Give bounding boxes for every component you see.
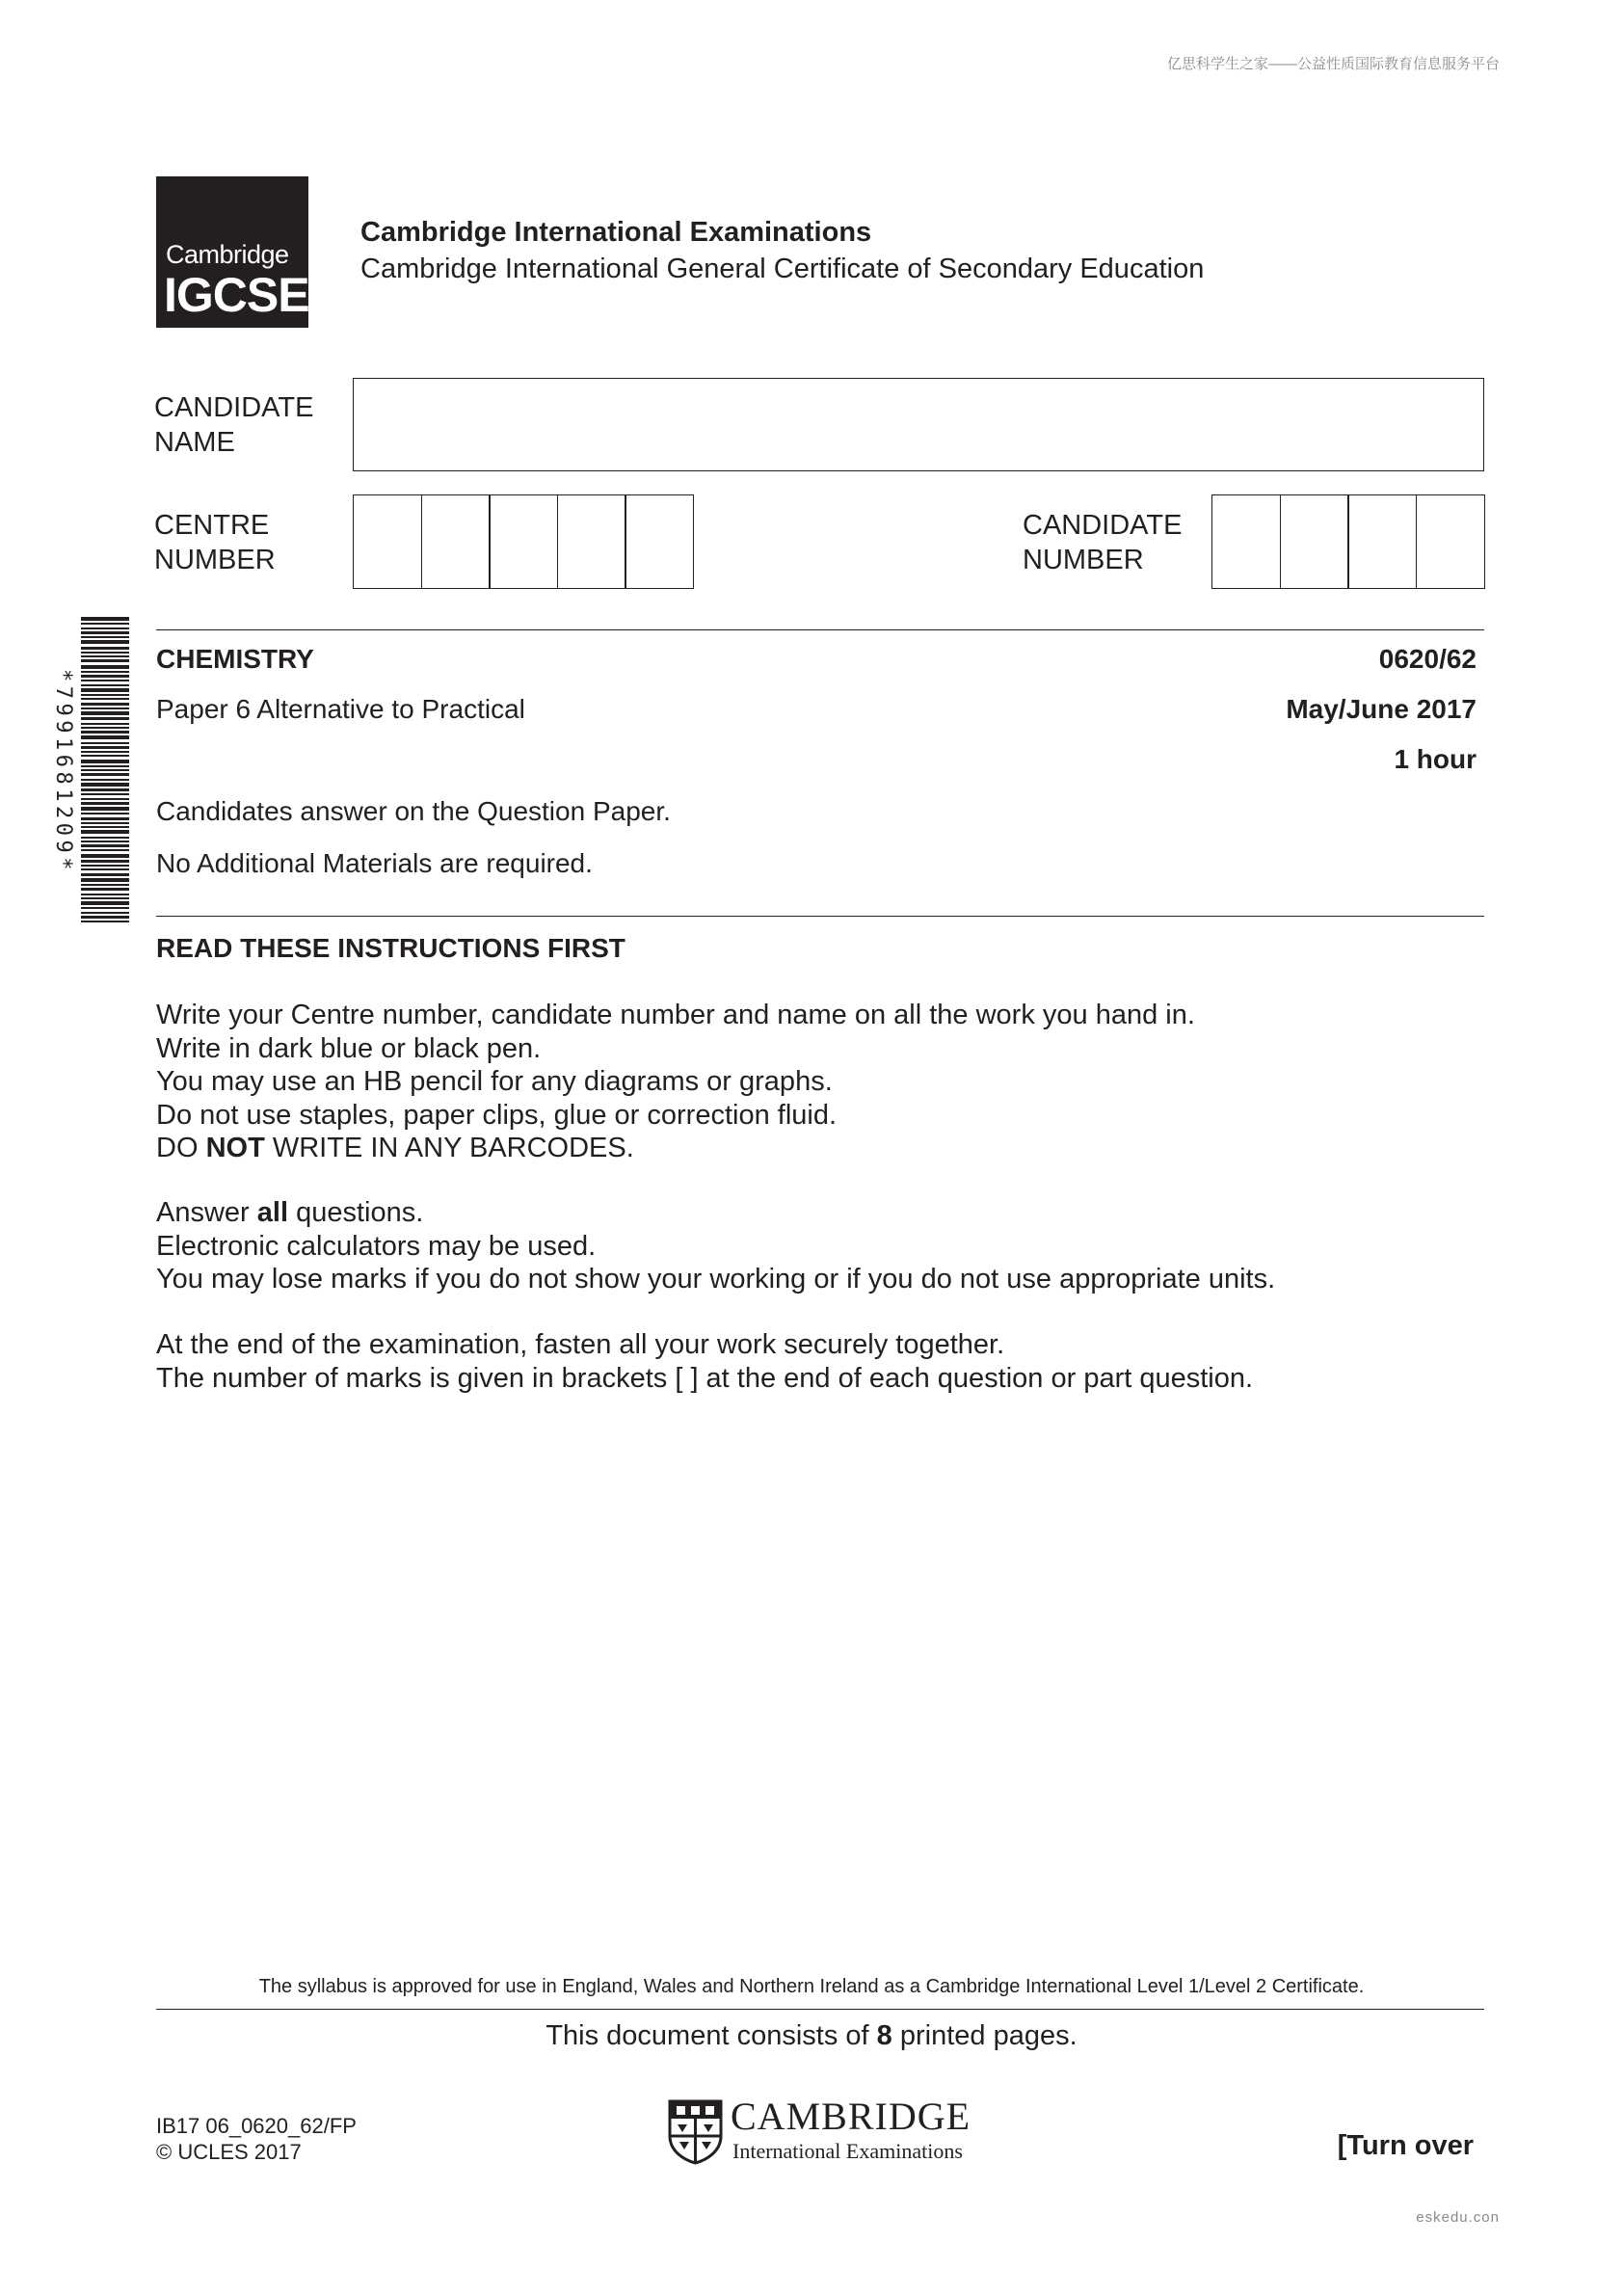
centre-number-cell[interactable] — [421, 494, 491, 589]
barcode-bar — [81, 703, 129, 706]
barcode-bar — [81, 921, 129, 922]
watermark-text: 亿思科学生之家——公益性质国际教育信息服务平台 — [1166, 56, 1500, 72]
barcode-bar — [81, 849, 129, 851]
barcode-bar — [81, 873, 129, 876]
barcode-bar — [81, 617, 129, 621]
barcode-bar — [81, 783, 129, 787]
barcode-bar — [81, 698, 129, 700]
barcode-bar — [81, 822, 129, 824]
barcode-bar — [81, 854, 129, 858]
barcode-bar — [81, 627, 129, 629]
cambridge-wordmark-sub: International Examinations — [732, 2139, 963, 2163]
instructions-group-2 — [156, 1196, 1275, 1296]
barcode-bar — [81, 817, 129, 820]
barcode-bar — [81, 694, 129, 696]
barcode-bar — [81, 916, 129, 919]
barcode-bar — [81, 647, 129, 650]
centre-number-cell[interactable] — [557, 494, 626, 589]
barcode-bar — [81, 798, 129, 800]
barcode-bar — [81, 888, 129, 891]
barcode-bar — [81, 727, 129, 729]
syllabus-approval-note: The syllabus is approved for use in England, Wales and Northern Ireland as a Cambridge International Level 1/Level 2 Certificate. — [258, 1976, 1365, 1997]
barcode-bar — [81, 912, 129, 914]
barcode-bar — [81, 675, 129, 678]
instruction-line: Electronic calculators may be used. — [156, 1230, 597, 1262]
candidate-number-cell[interactable] — [1416, 494, 1485, 589]
barcode-bar — [81, 688, 129, 692]
board-title: Cambridge International Examinations — [360, 217, 872, 248]
barcode-bar — [81, 765, 129, 767]
barcode-bar — [81, 680, 129, 681]
instruction-line: You may use an HB pencil for any diagrams or graphs. — [156, 1066, 833, 1097]
barcode-bar — [81, 837, 129, 839]
materials-line-2: No Additional Materials are required. — [156, 848, 593, 878]
cambridge-crest-icon — [668, 2099, 723, 2165]
barcode-bar — [81, 707, 129, 709]
barcode-bar — [81, 769, 129, 771]
instructions-group-3 — [156, 1328, 1253, 1395]
centre-number-cell[interactable] — [489, 494, 558, 589]
barcode-bar — [81, 878, 129, 882]
barcode-bar — [81, 884, 129, 886]
instructions-group-1 — [156, 999, 1195, 1165]
barcode-bar — [81, 671, 129, 673]
barcode-bar — [81, 655, 129, 657]
igcse-logo — [156, 176, 308, 328]
barcode-bar — [81, 901, 129, 905]
barcode-bar — [81, 860, 129, 863]
barcode-bar — [81, 807, 129, 811]
barcode-bar — [81, 742, 129, 744]
logo-line1: Cambridge — [166, 240, 289, 269]
instruction-line: Do not use staples, paper clips, glue or correction fluid. — [156, 1099, 838, 1131]
barcode-bar — [81, 788, 129, 791]
barcode-bar — [81, 684, 129, 686]
subject-title: CHEMISTRY — [156, 644, 314, 674]
candidate-number-boxes — [1211, 494, 1485, 589]
barcode-bar — [81, 640, 129, 644]
page-count-note: This document consists of 8 printed pages. — [545, 2020, 1078, 2051]
barcode-bar — [81, 894, 129, 895]
exam-duration: 1 hour — [1394, 744, 1477, 774]
instructions-heading: READ THESE INSTRUCTIONS FIRST — [156, 933, 625, 963]
instruction-line-barcodes: DO NOT WRITE IN ANY BARCODES. — [156, 1133, 634, 1163]
barcode-bar — [81, 813, 129, 814]
paper-title: Paper 6 Alternative to Practical — [156, 694, 525, 724]
barcode-bar — [81, 717, 129, 720]
barcode-bar — [81, 779, 129, 781]
barcode-bar — [81, 793, 129, 795]
centre-number-cell[interactable] — [625, 494, 694, 589]
barcode-bar — [81, 665, 129, 669]
divider-mid — [156, 916, 1484, 917]
barcode-bar — [81, 636, 129, 638]
board-subtitle: Cambridge International General Certificate of Secondary Education — [360, 254, 1205, 284]
divider-top — [156, 629, 1484, 630]
barcode-bar — [81, 746, 129, 749]
materials-line-1: Candidates answer on the Question Paper. — [156, 796, 671, 826]
centre-number-boxes — [353, 494, 694, 589]
candidate-number-cell[interactable] — [1280, 494, 1349, 589]
candidate-number-cell[interactable] — [1211, 494, 1281, 589]
barcode-bar — [81, 751, 129, 753]
site-watermark: eskedu.con — [1416, 2209, 1500, 2226]
instruction-line: Write in dark blue or black pen. — [156, 1032, 542, 1064]
cambridge-wordmark: CAMBRIDGE — [731, 2095, 971, 2138]
barcode-bar — [81, 826, 129, 828]
barcode-bar — [81, 802, 129, 805]
barcode-number: *7991681209* — [51, 668, 75, 874]
barcode-bar — [81, 731, 129, 734]
barcode-bar — [81, 844, 129, 847]
candidate-name-label: CANDIDATE NAME — [154, 392, 314, 458]
barcode-bar — [81, 723, 129, 725]
barcode-bar — [81, 897, 129, 899]
barcode-bar — [81, 623, 129, 625]
barcode-bar — [81, 755, 129, 757]
instruction-line: You may lose marks if you do not show your working or if you do not use appropriate units. — [156, 1264, 1276, 1295]
candidate-name-field[interactable] — [353, 378, 1484, 471]
barcode-bar — [81, 830, 129, 834]
barcode-bar — [81, 865, 129, 867]
document-reference: IB17 06_0620_62/FP © UCLES 2017 — [156, 2114, 357, 2164]
instruction-line-answer: Answer all questions. — [156, 1197, 424, 1228]
barcode-bar — [81, 868, 129, 870]
barcode-bar — [81, 652, 129, 654]
barcode-bar — [81, 711, 129, 715]
barcode-bar — [81, 773, 129, 776]
candidate-number-label: CANDIDATE NUMBER — [1023, 510, 1183, 575]
barcode-bar — [81, 841, 129, 842]
barcode-bar — [81, 659, 129, 662]
centre-number-cell[interactable] — [353, 494, 422, 589]
instruction-line: At the end of the examination, fasten all your work securely together. — [156, 1329, 1005, 1360]
divider-footer — [156, 2009, 1484, 2010]
turn-over-label: [Turn over — [1337, 2130, 1474, 2161]
instruction-line: The number of marks is given in brackets [ ] at the end of each question or part question. — [156, 1362, 1254, 1394]
barcode-bar — [81, 631, 129, 634]
exam-session: May/June 2017 — [1286, 694, 1477, 724]
logo-line2: IGCSE — [164, 268, 309, 322]
barcode-image — [81, 617, 129, 925]
barcode-bar — [81, 760, 129, 763]
barcode-bar — [81, 735, 129, 739]
instruction-line: Write your Centre number, candidate number and name on all the work you hand in. — [156, 1000, 1195, 1030]
candidate-number-cell[interactable] — [1347, 494, 1417, 589]
barcode-bar — [81, 907, 129, 909]
syllabus-code: 0620/62 — [1378, 644, 1477, 674]
centre-number-label: CENTRE NUMBER — [154, 510, 276, 575]
